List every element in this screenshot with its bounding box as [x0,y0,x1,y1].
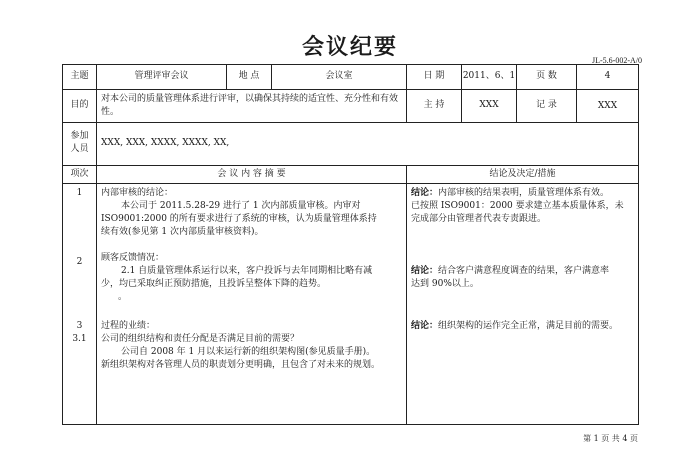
recorder-label: 记 录 [536,100,557,110]
row-divider [63,183,638,184]
row-divider [63,89,638,90]
row-divider [63,122,638,123]
document-title: 会议纪要 [301,35,398,60]
page-footer: 第 1 页 共 4 页 [583,434,638,443]
conclusion-text-line: 结合客户满意程度调查的结果，客户满意率 [438,266,610,276]
attendees-label: 参加 [70,131,89,141]
content-summary-header: 会 议 内 容 摘 要 [217,169,286,179]
item-text-line: 少，均已采取纠正预防措施，且投诉呈整体下降的趋势。 [101,279,327,289]
conclusion-label: 结论： [411,321,439,331]
minutes-table [62,64,639,425]
item-text-line: 新组织架构对各管理人员的职责划分更明确，且包含了对未来的规划。 [101,360,381,370]
pages-value: 4 [604,71,611,81]
item-number: 3 [76,321,83,331]
pages-label: 页 数 [536,71,557,81]
conclusion-text-line: 达到 90%以上。 [411,279,479,289]
col-divider [96,65,97,424]
item-text-line: ISO9001:2000 的所有要求进行了系统的审核，认为质量管理体系持 [101,214,377,224]
conclusion-text-line: 完成部分由管理者代表专责跟进。 [411,214,547,224]
conclusion-label: 结论： [411,266,439,276]
item-number: 2 [76,257,83,267]
attendees-value: XXX, XXX, XXXX, XXXX, XX, [101,138,230,148]
date-label: 日 期 [423,71,445,81]
item-text-line: 续有效(参见第 1 次内部质量审核资料)。 [101,227,264,237]
row-divider [63,165,638,166]
item-text-line: 公司自 2008 年 1 月以来运行新的组织架构图(参见质量手册)。 [121,347,376,357]
item-text-line: 公司的组织结构和责任分配是否满足目前的需要？ [101,334,300,344]
subject-label: 主题 [70,71,89,81]
form-code: JL-5.6-002-A/0 [592,56,642,65]
subject-value: 管理评审会议 [134,71,189,81]
conclusion-label: 结论： [411,188,439,198]
item-heading: 顾客反馈情况： [101,253,165,263]
item-heading: 内部审核的结论： [101,188,174,198]
purpose-label: 目的 [70,100,89,110]
date-value: 2011、6、1 [462,71,516,81]
item-number: 1 [76,188,83,198]
item-number-header: 项次 [70,169,89,179]
host-value: XXX [479,100,499,110]
conclusion-text-line: 组织架构的运作完全正常，满足目前的需要。 [438,321,619,331]
item-text-line: 本公司于 2011.5.28-29 进行了 1 次内部质量审核。内审对 [121,201,361,211]
purpose-text: 对本公司的质量管理体系进行评审，以确保其持续的适宜性、充分性和有效性。 [101,94,399,117]
place-value: 会议室 [325,71,353,81]
item-text-line: 。 [118,292,128,302]
conclusion-header: 结论及决定/措施 [489,169,556,179]
item-subnumber: 3.1 [72,334,87,344]
place-label: 地 点 [238,71,260,81]
attendees-label: 人员 [70,144,89,154]
conclusion-text-line: 已按照 ISO9001：2000 要求建立基本质量体系，未 [411,201,624,211]
item-text-line: 2.1 自质量管理体系运行以来，客户投诉与去年同期相比略有减 [121,266,373,276]
recorder-value: XXX [597,101,618,111]
conclusion-text-line: 内部审核的结果表明，质量管理体系有效。 [438,188,610,198]
host-label: 主 持 [423,100,445,110]
col-divider [406,165,407,424]
item-heading: 过程的业绩： [101,321,156,331]
